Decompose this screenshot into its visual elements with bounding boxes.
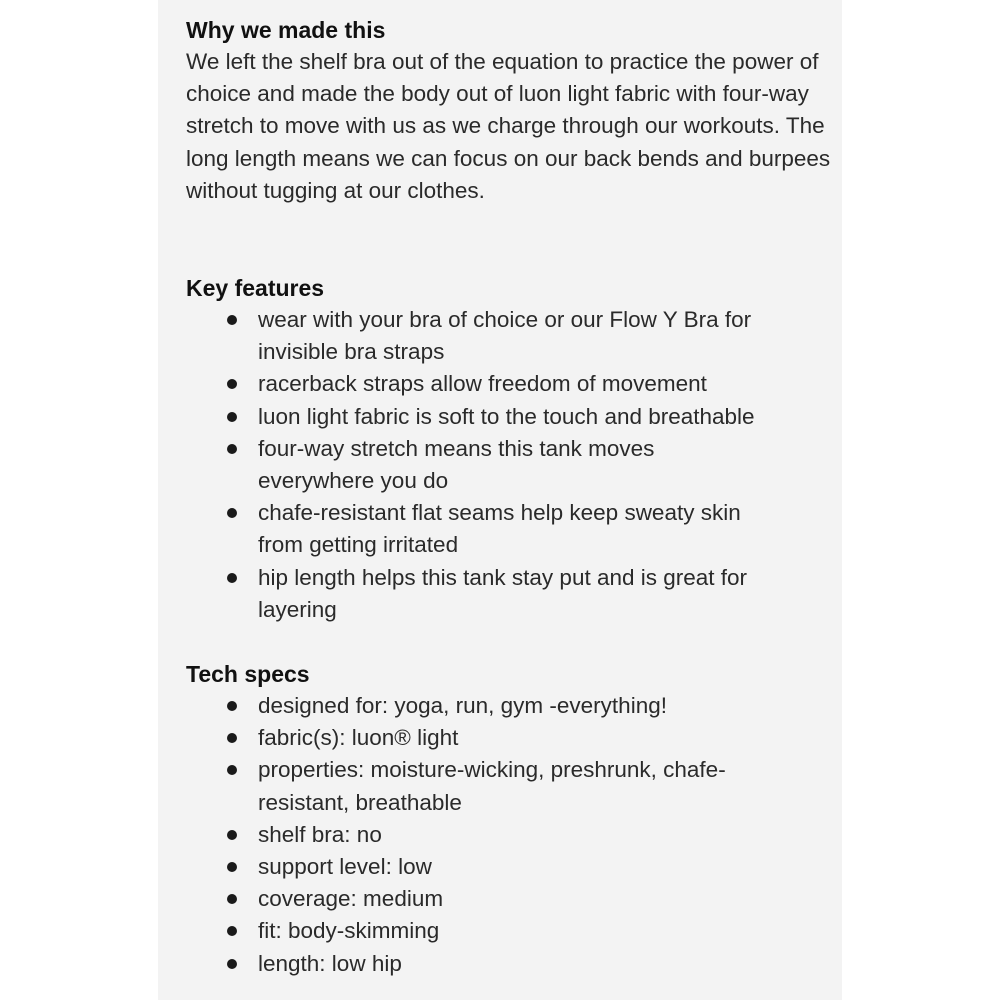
spec-text: properties: moisture-wicking, preshrunk, chafe-resistant, breathable [258,757,726,815]
list-item [258,754,778,818]
bullet-icon [227,508,237,518]
list-item [258,690,778,722]
list-item [258,368,778,400]
feature-text: four-way stretch means this tank moves everywhere you do [258,435,655,494]
spec-text: fabric(s): luon® light [258,725,459,751]
specs-heading: Tech specs [186,661,310,688]
list-item [258,433,778,497]
list-item [258,497,778,561]
bullet-icon [227,315,237,325]
section-spacer [186,207,846,272]
features-heading: Key features [186,275,325,302]
spec-text: coverage: medium [258,886,444,912]
left-margin [0,0,158,1000]
list-item [258,851,778,883]
spec-text: designed for: yoga, run, gym -everything! [258,693,667,719]
bullet-icon [227,830,237,840]
feature-text: luon light fabric is soft to the touch and breathable [258,403,755,429]
list-item [258,915,778,947]
spec-text: fit: body-skimming [258,918,440,944]
feature-text: wear with your bra of choice or our Flow Y Bra for invisible bra straps [258,307,752,365]
bullet-icon [227,573,237,583]
list-item [258,883,778,915]
why-paragraph: We left the shelf bra out of the equation to practice the power of choice and made the body out of luon light fabric with four-way stretch to move with us as we charge through our workouts. The long length means we can focus on our back bends and burpees without tugging at our clothes. [186,49,831,203]
bullet-icon [227,733,237,743]
feature-text: racerback straps allow freedom of movement [258,371,707,397]
list-item [258,722,778,754]
section-spacer [186,626,846,658]
list-item [258,304,778,368]
list-item [258,562,778,626]
bullet-icon [227,701,237,711]
bullet-icon [227,959,237,969]
bullet-icon [227,444,237,454]
right-margin [842,0,1000,1000]
list-item [258,401,778,433]
list-item [258,819,778,851]
specs-section [186,658,846,980]
bullet-icon [227,765,237,775]
feature-text: chafe-resistant flat seams help keep sweaty skin from getting irritated [258,500,741,558]
bullet-icon [227,862,237,872]
why-heading: Why we made this [186,17,386,43]
spec-text: support level: low [258,854,432,880]
feature-text: hip length helps this tank stay put and is great for layering [258,564,748,622]
bullet-icon [227,926,237,936]
specs-list [186,690,778,980]
features-list [186,304,778,626]
spec-text: length: low hip [258,950,402,976]
spec-text: shelf bra: no [258,821,382,847]
why-section [186,14,846,207]
features-section [186,272,846,626]
list-item [258,948,778,980]
bullet-icon [227,379,237,389]
bullet-icon [227,412,237,422]
bullet-icon [227,894,237,904]
product-description [186,14,846,980]
